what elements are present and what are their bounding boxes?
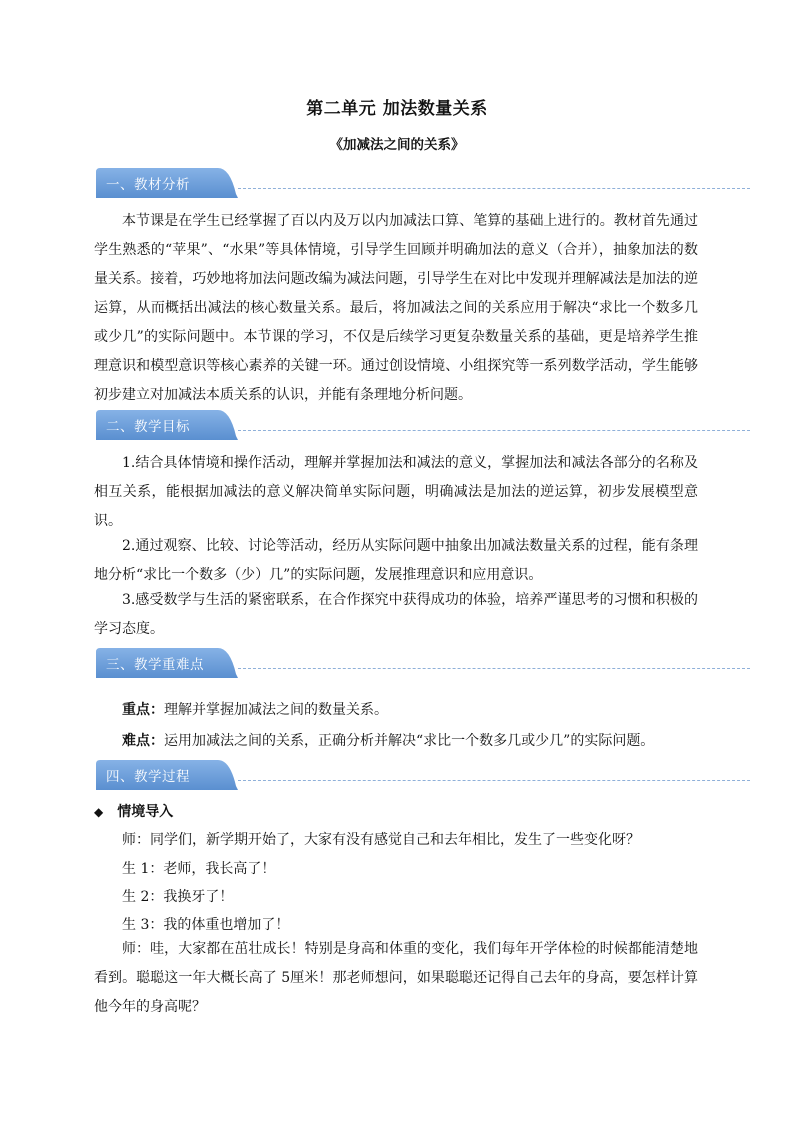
- goal-1: 1.结合具体情境和操作活动，理解并掌握加法和减法的意义，掌握加法和减法各部分的名称及相互关系，能根据加减法的意义解决简单实际问题，明确减法是加法的逆运算，初步发展模型意识。: [94, 455, 698, 529]
- goal-2: 2.通过观察、比较、讨论等活动，经历从实际问题中抽象出加减法数量关系的过程，能有条理地分析“求比一个数多（少）几”的实际问题，发展推理意识和应用意识。: [94, 538, 698, 583]
- section-header-goals: [96, 410, 750, 440]
- subsection-heading: [94, 801, 173, 821]
- difficult-point-text: 运用加减法之间的关系，正确分析并解决“求比一个数多几或少几”的实际问题。: [164, 733, 655, 749]
- dialogue-line: 生 2：我换牙了！: [122, 889, 234, 905]
- key-point-text: 理解并掌握加减法之间的数量关系。: [164, 702, 388, 718]
- dialogue-line: 生 3：我的体重也增加了！: [122, 917, 290, 933]
- dashed-divider: [238, 430, 750, 431]
- document-title: 第二单元 加法数量关系: [306, 99, 488, 119]
- section-label: 三、教学重难点: [106, 657, 204, 673]
- dashed-divider: [238, 668, 750, 669]
- section-header-analysis: [96, 168, 750, 198]
- analysis-paragraph: 本节课是在学生已经掌握了百以内及万以内加减法口算、笔算的基础上进行的。教材首先通过学生熟悉的“苹果”、“水果”等具体情境，引导学生回顾并明确加法的意义（合并），抽象加法的数量关系。接着，巧妙地将加法问题改编为减法问题，引导学生在对比中发现并理解减法是加法的逆运算，从而概括出减法的核心数量关系。最后，将加减法之间的关系应用于解决“求比一个数多几或少几”的实际问题中。本节课的学习，不仅是后续学习更复杂数量关系的基础，更是培养学生推理意识和模型意识等核心素养的关键一环。通过创设情境、小组探究等一系列数学活动，学生能够初步建立对加减法本质关系的认识，并能有条理地分析问题。: [94, 213, 698, 403]
- section-header-process: [96, 760, 750, 790]
- difficult-point: [122, 730, 654, 750]
- subsection-label: 情境导入: [117, 804, 174, 820]
- difficult-point-label: 难点：: [122, 733, 164, 749]
- diamond-bullet-icon: ◆: [94, 805, 104, 819]
- section-header-keypoints: [96, 648, 750, 678]
- goal-3: 3.感受数学与生活的紧密联系，在合作探究中获得成功的体验，培养严谨思考的习惯和积极的学习态度。: [94, 592, 698, 637]
- dialogue-paragraph: 师：哇，大家都在茁壮成长！特别是身高和体重的变化，我们每年开学体检的时候都能清楚地看到。聪聪这一年大概长高了 5厘米！那老师想问，如果聪聪还记得自己去年的身高，要怎样计算他今年的身高呢？: [94, 941, 698, 1015]
- section-label: 一、教材分析: [106, 177, 190, 193]
- dialogue-line: 师：同学们，新学期开始了，大家有没有感觉自己和去年相比，发生了一些变化呀？: [122, 832, 640, 848]
- key-point: [122, 699, 388, 719]
- section-label: 四、教学过程: [106, 769, 190, 785]
- section-label: 二、教学目标: [106, 419, 190, 435]
- dashed-divider: [238, 188, 750, 189]
- document-subtitle: 《加减法之间的关系》: [329, 137, 465, 153]
- dialogue-line: 生 1：老师，我长高了！: [122, 861, 276, 877]
- key-point-label: 重点：: [122, 702, 164, 718]
- dashed-divider: [238, 780, 750, 781]
